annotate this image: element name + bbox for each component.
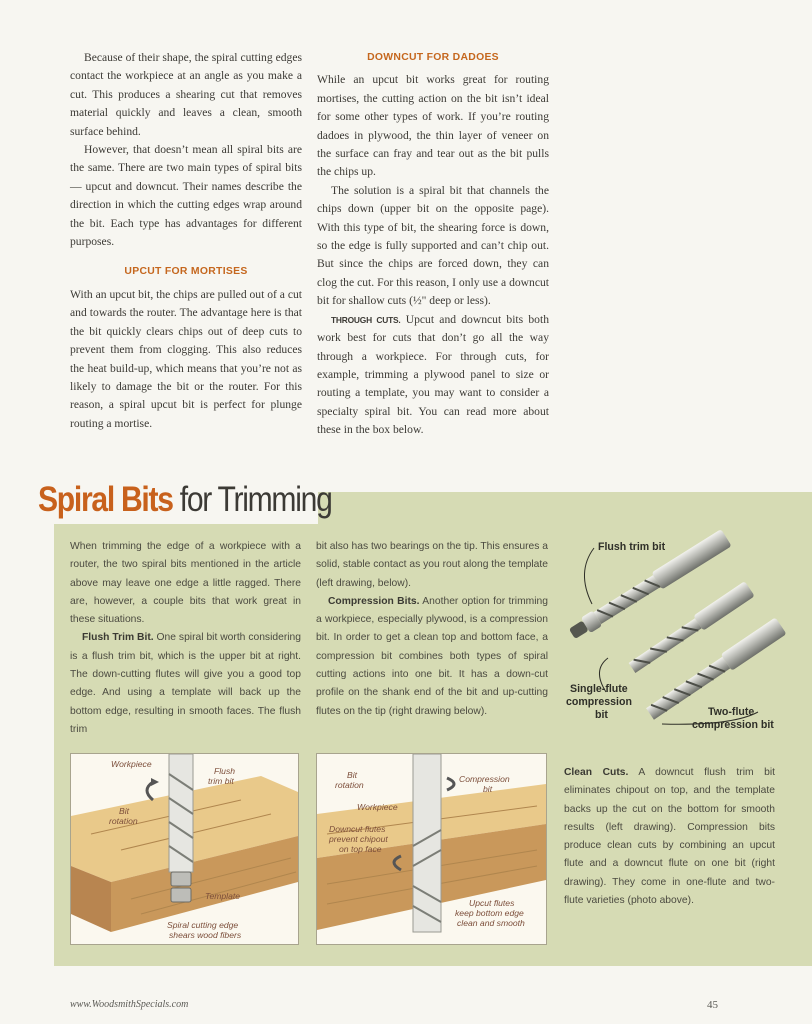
fig-right-label-down-2: prevent chipout xyxy=(329,834,388,844)
compression-bits-lead: Compression Bits. xyxy=(328,595,420,607)
fig-left-label-bit-2: rotation xyxy=(109,816,138,826)
clean-cuts-lead: Clean Cuts. xyxy=(564,767,629,778)
fig-left-label-bit-1: Bit xyxy=(119,806,130,816)
left-paragraph-1: Because of their shape, the spiral cutting edges contact the workpiece at an angle as you make a cut. This produces a shearing cut that removes material quickly and leaves a clean, smooth surface behind. xyxy=(70,51,302,138)
fig-right-label-comp-2: bit xyxy=(483,784,493,794)
box-column-1 xyxy=(70,538,301,739)
flush-trim-drawing xyxy=(70,753,299,945)
fig-right-label-bit-2: rotation xyxy=(335,780,364,790)
heading-downcut-for-dadoes: DOWNCUT FOR DADOES xyxy=(367,52,499,63)
sidebar-title xyxy=(36,478,332,524)
fig-left-label-flush-2: trim bit xyxy=(208,776,234,786)
fig-left-label-workpiece: Workpiece xyxy=(111,759,152,769)
footer-url: www.WoodsmithSpecials.com xyxy=(70,999,189,1010)
photo-label-single-3: bit xyxy=(595,709,608,721)
fig-right-label-up-2: keep bottom edge xyxy=(455,908,524,918)
photo-label-flush-trim: Flush trim bit xyxy=(598,541,666,553)
right-paragraph-3: THROUGH CUTS. Upcut and downcut bits both work best for cuts that don’t go all the way through a workpiece. For through cuts, for example, trimming a plywood panel to size or routing a template, you may want to consider a specialty spiral bit. You can read more about these in the box below. xyxy=(317,312,549,437)
fig-right-label-bit-1: Bit xyxy=(347,770,358,780)
photo-label-two-1: Two-flute xyxy=(708,706,755,718)
right-paragraph-2: The solution is a spiral bit that channels the chips down (upper bit on the opposite page). With this type of bit, the shearing force is down, so the edge is fully supported and can’t chip out. But since the chips are forced down, they can clog the cut. For this reason, I only use a downcut bit for shallow cuts (½" deep or less). xyxy=(317,183,549,308)
fig-right-label-down-3: on top face xyxy=(339,844,382,854)
fig-left-label-flush-1: Flush xyxy=(214,766,236,776)
fig-right-label-up-1: Upcut flutes xyxy=(469,898,515,908)
box-col1-paragraph-1: When trimming the edge of a workpiece with a router, the two spiral bits mentioned in the article above may leave one edge a little ragged. There are, however, a couple bits that work great in these situations. xyxy=(70,541,301,626)
photo-label-single-1: Single-flute xyxy=(570,683,628,695)
left-paragraph-3: With an upcut bit, the chips are pulled out of a cut and towards the router. The advantage here is that the bit quickly clears chips out of deep cuts to prevent them from clogging. This also reduces the heat build-up, which means that you’re not as likely to damage the bit or the router. For this reason, a spiral upcut bit is perfect for plunge routing a mortise. xyxy=(70,287,302,430)
fig-left-label-spiral-2: shears wood fibers xyxy=(169,930,242,940)
photo-label-single-2: compression xyxy=(566,696,632,708)
through-cuts-lead: THROUGH CUTS. xyxy=(331,314,401,325)
article-left-column xyxy=(70,49,302,433)
title-bold: Spiral Bits xyxy=(38,480,173,519)
box-column-2 xyxy=(316,538,548,721)
heading-upcut-for-mortises: UPCUT FOR MORTISES xyxy=(124,266,248,278)
compression-bit-drawing xyxy=(316,753,547,945)
fig-left-label-template: Template xyxy=(205,891,241,901)
flush-trim-lead: Flush Trim Bit. xyxy=(82,632,154,644)
article-right-column xyxy=(317,49,549,440)
box-col3-paragraph-1: Clean Cuts. A downcut flush trim bit eliminates chipout on top, and the template backs up the cut on the bottom for smooth results (left drawing). Compression bits produce clean cuts by combining an upcut flute and a downcut flute on one bit (right drawing). They come in one-flute and two-flute varieties (photo above). xyxy=(564,767,775,907)
box-col2-paragraph-1: bit also has two bearings on the tip. This ensures a solid, stable contact as you rout along the template (left drawing, below). xyxy=(316,541,548,589)
title-rest: for Trimming xyxy=(172,480,332,519)
fig-right-label-workpiece: Workpiece xyxy=(357,802,398,812)
left-paragraph-2: However, that doesn’t mean all spiral bits are the same. There are two main types of spiral bits — upcut and downcut. Their names describe the direction in which the cutting edges wrap around the bit. Each type has advantages for different purposes. xyxy=(70,143,302,249)
router-bits-photo xyxy=(562,512,792,744)
right-paragraph-1: While an upcut bit works great for routing mortises, the cutting action on the bit isn’t ideal for some other types of work. If you’re routing dadoes in plywood, the thin layer of veneer on the surface can fray and tear out as the bit pulls the chips up. xyxy=(317,73,549,179)
box-column-3 xyxy=(564,764,775,910)
fig-right-label-comp-1: Compression xyxy=(459,774,510,784)
fig-right-label-up-3: clean and smooth xyxy=(457,918,525,928)
photo-label-two-2: compression bit xyxy=(692,719,774,731)
page-number: 45 xyxy=(707,999,718,1011)
box-col1-paragraph-2: Flush Trim Bit. One spiral bit worth considering is a flush trim bit, which is the upper bit at right. The down-cutting flutes will give you a good top edge. And using a template will back up the bottom edge, resulting in smooth faces. The flush trim xyxy=(70,632,301,735)
fig-left-label-spiral-1: Spiral cutting edge xyxy=(167,920,239,930)
fig-right-label-down-1: Downcut flutes xyxy=(329,824,386,834)
box-col2-paragraph-2: Compression Bits. Another option for trimming a workpiece, especially plywood, is a compression bit. In order to get a clean top and bottom face, a compression bit combines both types of spiral cutting actions into one bit. It has a down-cut profile on the shank end of the bit and up-cutting flutes on the tip (right drawing below). xyxy=(316,595,548,717)
